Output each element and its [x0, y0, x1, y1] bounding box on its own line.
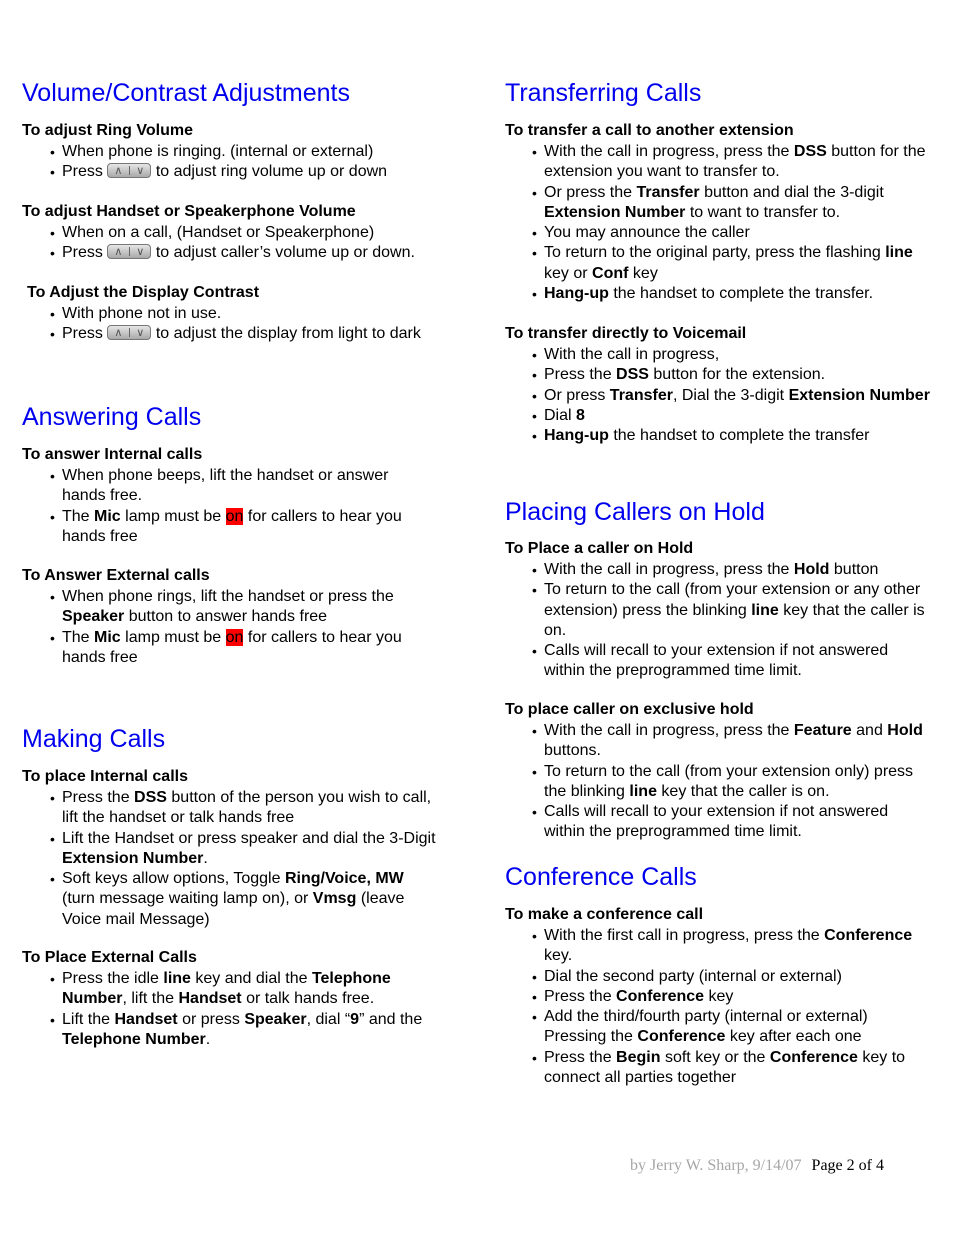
- list-answer-external: [50, 587, 425, 668]
- list-item: • Press the idle line key and dial the Telephone Number, lift the Handset or talk hands free.: [50, 969, 450, 1010]
- list-item: • Hang-up the handset to complete the transfer: [532, 426, 937, 446]
- heading-transfer-voicemail: To transfer directly to Voicemail: [505, 325, 747, 342]
- list-item: • Lift the Handset or press speaker and dial the 3-Digit Extension Number.: [50, 829, 440, 870]
- heading-exclusive-hold: To place caller on exclusive hold: [505, 701, 754, 718]
- list-item: • Calls will recall to your extension if not answered within the preprogrammed time limit.: [532, 802, 927, 843]
- heading-make-conference: To make a conference call: [505, 906, 704, 923]
- list-item: • When on a call, (Handset or Speakerphone): [50, 223, 470, 243]
- list-item: • When phone is ringing. (internal or external): [50, 142, 470, 162]
- heading-display-contrast: To Adjust the Display Contrast: [27, 284, 260, 301]
- heading-place-external: To Place External Calls: [22, 949, 197, 966]
- heading-place-internal: To place Internal calls: [22, 768, 188, 785]
- list-item: • Press the DSS button for the extension.: [532, 365, 937, 385]
- list-item: • Press the DSS button of the person you wish to call, lift the handset or talk hands free: [50, 788, 440, 829]
- list-transfer-voicemail: [532, 345, 937, 446]
- list-item: • The Mic lamp must be on for callers to hear you hands free: [50, 507, 425, 548]
- list-item: • Press ∧ ∨ to adjust caller’s volume up or down.: [50, 243, 470, 263]
- list-make-conference: [532, 926, 932, 1088]
- heading-transfer-extension: To transfer a call to another extension: [505, 122, 794, 139]
- list-item: • Calls will recall to your extension if not answered within the preprogrammed time limit.: [532, 641, 927, 682]
- footer-author: by Jerry W. Sharp, 9/14/07: [630, 1157, 802, 1174]
- heading-handset-volume: To adjust Handset or Speakerphone Volume: [22, 203, 356, 220]
- heading-answer-external: To Answer External calls: [22, 567, 210, 584]
- list-item: • Lift the Handset or press Speaker, dial “9” and the Telephone Number.: [50, 1010, 450, 1051]
- list-item: • The Mic lamp must be on for callers to hear you hands free: [50, 628, 425, 669]
- list-item: • With the call in progress, press the Feature and Hold buttons.: [532, 721, 927, 762]
- up-down-key-icon: [107, 163, 151, 178]
- list-item: • With the first call in progress, press the Conference key.: [532, 926, 932, 967]
- list-item: • Or press the Transfer button and dial the 3-digit Extension Number to want to transfer to.: [532, 183, 937, 224]
- list-item: • Or press Transfer, Dial the 3-digit Extension Number: [532, 386, 937, 406]
- list-item: • When phone rings, lift the handset or press the Speaker button to answer hands free: [50, 587, 425, 628]
- section-title-volume: Volume/Contrast Adjustments: [22, 79, 350, 107]
- on-highlight: on: [225, 507, 244, 525]
- list-item: • You may announce the caller: [532, 223, 937, 243]
- list-place-internal: [50, 788, 440, 930]
- list-item: • Press the Begin soft key or the Conference key to connect all parties together: [532, 1048, 932, 1089]
- list-item: • With the call in progress,: [532, 345, 937, 365]
- list-item: • Press ∧ ∨ to adjust ring volume up or down: [50, 162, 470, 182]
- section-title-making: Making Calls: [22, 725, 166, 753]
- heading-ring-volume: To adjust Ring Volume: [22, 122, 193, 139]
- list-item: • To return to the call (from your extension only) press the blinking line key that the caller is on.: [532, 762, 927, 803]
- list-item: • Soft keys allow options, Toggle Ring/Voice, MW (turn message waiting lamp on), or Vmsg (leave Voice mail Message): [50, 869, 440, 930]
- section-title-hold: Placing Callers on Hold: [505, 498, 765, 526]
- list-item: • To return to the original party, press the flashing line key or Conf key: [532, 243, 937, 284]
- list-item: • With phone not in use.: [50, 304, 470, 324]
- on-highlight: on: [225, 628, 244, 646]
- heading-answer-internal: To answer Internal calls: [22, 446, 203, 463]
- heading-place-hold: To Place a caller on Hold: [505, 540, 694, 557]
- section-title-answering: Answering Calls: [22, 403, 202, 431]
- page-footer: [630, 1157, 884, 1175]
- section-title-conference: Conference Calls: [505, 863, 697, 891]
- up-down-key-icon: [107, 325, 151, 340]
- list-item: • When phone beeps, lift the handset or answer hands free.: [50, 466, 425, 507]
- list-transfer-extension: [532, 142, 937, 304]
- list-item: • Add the third/fourth party (internal or external) Pressing the Conference key after each one: [532, 1007, 932, 1048]
- list-display-contrast: [50, 304, 470, 345]
- list-item: • With the call in progress, press the DSS button for the extension you want to transfer to.: [532, 142, 937, 183]
- list-item: • With the call in progress, press the Hold button: [532, 560, 927, 580]
- list-exclusive-hold: [532, 721, 927, 843]
- list-place-external: [50, 969, 450, 1050]
- list-item: • Hang-up the handset to complete the transfer.: [532, 284, 937, 304]
- list-item: • To return to the call (from your extension or any other extension) press the blinking line key that the caller is on.: [532, 580, 927, 641]
- list-place-hold: [532, 560, 927, 682]
- section-title-transferring: Transferring Calls: [505, 79, 702, 107]
- list-item: • Press ∧ ∨ to adjust the display from light to dark: [50, 324, 470, 344]
- page-number: Page 2 of 4: [811, 1157, 884, 1174]
- list-handset-volume: [50, 223, 470, 264]
- list-answer-internal: [50, 466, 425, 547]
- up-down-key-icon: [107, 244, 151, 259]
- list-item: • Dial the second party (internal or external): [532, 967, 932, 987]
- list-item: • Press the Conference key: [532, 987, 932, 1007]
- list-ring-volume: [50, 142, 470, 183]
- list-item: • Dial 8: [532, 406, 937, 426]
